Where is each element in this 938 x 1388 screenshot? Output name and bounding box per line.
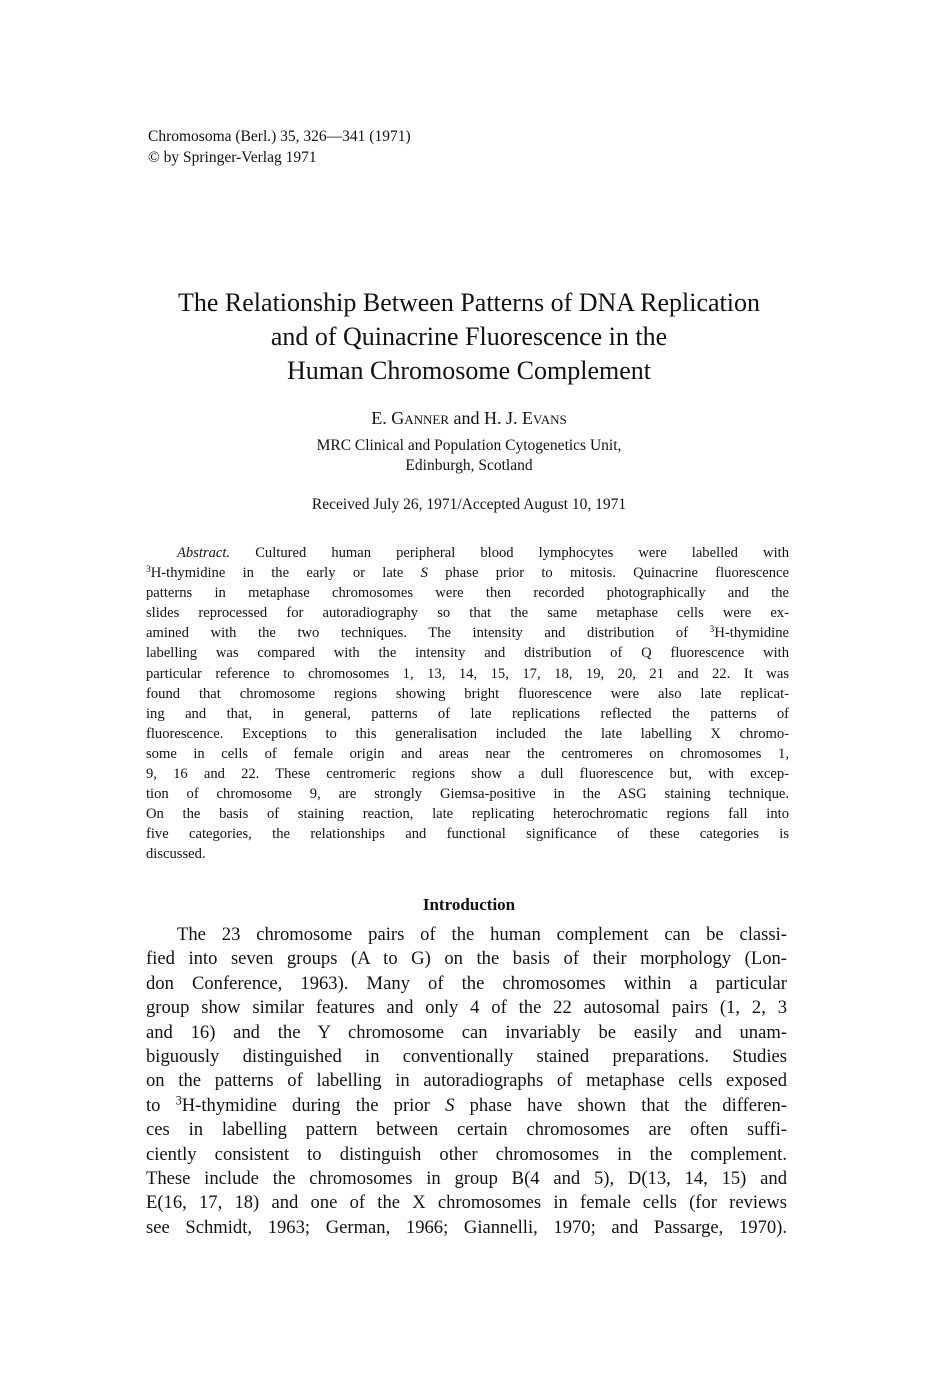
abstract-line: fluorescence. Exceptions to this generalisation included the late labelling X chromo- — [146, 725, 789, 742]
journal-citation: Chromosoma (Berl.) 35, 326—341 (1971) — [148, 128, 411, 145]
section-heading-introduction: Introduction — [422, 895, 516, 914]
affiliation — [0, 436, 938, 476]
abstract-line: labelling was compared with the intensity and distribution of Q fluorescence with — [146, 645, 789, 662]
intro-line: fied into seven groups (A to G) on the basis of their morphology (Lon- — [146, 948, 787, 970]
abstract-line: patterns in metaphase chromosomes were then recorded photographically and the — [146, 585, 789, 602]
abstract-line: some in cells of female origin and areas near the centromeres on chromosomes 1, — [146, 745, 789, 762]
author-connector: and — [449, 408, 485, 428]
author-2-initial: H. J. — [484, 408, 523, 428]
intro-line: ces in labelling pattern between certain chromosomes are often suffi- — [146, 1119, 787, 1141]
abstract-label: Abstract. — [177, 545, 231, 561]
author-list — [0, 406, 938, 430]
abstract-line: five categories, the relationships and functional significance of these categories is — [146, 826, 789, 843]
abstract-line: tion of chromosome 9, are strongly Giemsa-positive in the ASG staining technique. — [146, 786, 789, 803]
abstract-line: Abstract. Cultured human peripheral blood lymphocytes were labelled with — [177, 545, 789, 561]
abstract — [146, 543, 789, 865]
affiliation-line-1: MRC Clinical and Population Cytogenetics Unit, — [316, 437, 622, 454]
title-line-2: and of Quinacrine Fluorescence in the — [270, 322, 668, 351]
abstract-line: On the basis of staining reaction, late replicating heterochromatic regions fall into — [146, 806, 789, 823]
abstract-line: found that chromosome regions showing bright fluorescence were also late replicat- — [146, 685, 789, 702]
abstract-line: ing and that, in general, patterns of late replications reflected the patterns of — [146, 705, 789, 722]
intro-line: E(16, 17, 18) and one of the X chromosomes in female cells (for reviews — [146, 1192, 787, 1214]
intro-line: on the patterns of labelling in autoradiographs of metaphase cells exposed — [146, 1070, 787, 1092]
abstract-line: slides reprocessed for autoradiography so that the same metaphase cells were ex- — [146, 605, 789, 622]
received-dates: Received July 26, 1971/Accepted August 10, 1971 — [311, 496, 627, 513]
intro-line: group show similar features and only 4 of the 22 autosomal pairs (1, 2, 3 — [146, 997, 787, 1019]
intro-line: biguously distinguished in conventionally stained preparations. Studies — [146, 1045, 787, 1067]
author-1-initial: E. — [371, 408, 392, 428]
introduction-body — [146, 923, 787, 1240]
intro-line: don Conference, 1963). Many of the chromosomes within a particular — [146, 972, 787, 994]
author-2-surname: Evans — [522, 408, 567, 428]
abstract-line: amined with the two techniques. The intensity and distribution of $^3$H-thymidine — [146, 625, 789, 642]
author-1-surname: Ganner — [391, 408, 450, 428]
title-line-3: Human Chromosome Complement — [287, 356, 651, 385]
article-title — [100, 286, 838, 388]
copyright-line: © by Springer-Verlag 1971 — [148, 149, 317, 166]
title-line-1: The Relationship Between Patterns of DNA Replication — [178, 288, 760, 317]
intro-line: These include the chromosomes in group B(4 and 5), D(13, 14, 15) and — [146, 1167, 787, 1189]
intro-line: ciently consistent to distinguish other chromosomes in the complement. — [146, 1143, 787, 1165]
affiliation-line-2: Edinburgh, Scotland — [405, 457, 533, 474]
abstract-line: particular reference to chromosomes 1, 13, 14, 15, 17, 18, 19, 20, 21 and 22. It was — [146, 665, 789, 682]
intro-line: to $^3$H-thymidine during the prior S phase have shown that the differen- — [146, 1093, 787, 1116]
intro-line: see Schmidt, 1963; German, 1966; Giannelli, 1970; and Passarge, 1970). — [146, 1216, 787, 1238]
intro-line: The 23 chromosome pairs of the human complement can be classi- — [177, 924, 787, 945]
journal-header — [148, 126, 411, 168]
abstract-line: 9, 16 and 22. These centromeric regions show a dull fluorescence but, with excep- — [146, 766, 789, 783]
abstract-line: $^3$H-thymidine in the early or late S phase prior to mitosis. Quinacrine fluorescence — [146, 564, 789, 582]
abstract-line: discussed. — [146, 846, 206, 863]
intro-line: and 16) and the Y chromosome can invariably be easily and unam- — [146, 1021, 787, 1043]
